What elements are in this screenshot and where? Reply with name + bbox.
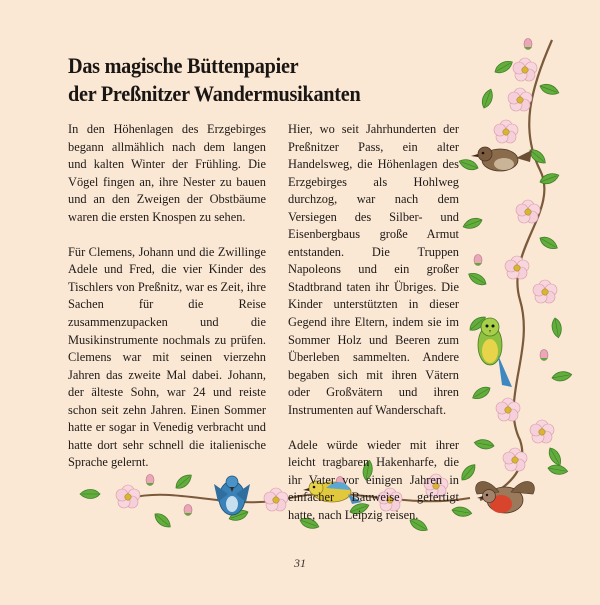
page-number: 31 [294,556,306,570]
title-line-1: Das magische Büttenpapier [68,53,299,78]
paragraph: In den Höhenlagen des Erzgebirges begann allmählich nach dem langen und kalten Winter der Frühling. Die Vögel fingen an, ihre Nester zu bauen und an den Zweigen der Obstbäume waren die ersten Knospen zu sehen. [68,122,266,224]
text-column-right [288,121,459,542]
bird-icon [471,147,532,171]
bird-icon [478,318,512,387]
paragraph: Hier, wo seit Jahrhunderten der Preßnitzer Pass, ein alter Handelsweg, die Höhenlagen des Erzgebirges als Hohlweg durchzog, war nach dem Versiegen des Silber- und Eisenbergbaus große Armut entstanden. Die Truppen Napoleons und ein großer Stadtbrand taten ihr Übriges. Die Kinder unterstützten in dieser Gegend ihre Eltern, indem sie im Sommer Holz und Beeren zum Überleben sammelten. Andere begaben sich mit ihren Vätern oder Großvätern und ihren Instrumenten auf Wanderschaft. [288,122,459,417]
title-line-2: der Preßnitzer Wandermusikanten [68,81,361,106]
flower-vine-icon [458,39,573,501]
paragraph: Adele würde wieder mit ihrer leicht tragbaren Hakenharfe, die ihr Vater vor einigen Jahren in einfacher Bauweise gefertigt hatte, nach Leipzig reisen. [288,437,459,523]
paragraph: Für Clemens, Johann und die Zwillinge Adele und Fred, die vier Kinder des Tischlers von Preßnitz, war es Zeit, ihre Sachen für die Reise zusammenzupacken und die Musikinstrumente nochmals zu prüfen. Clemens war mit seinen vierzehn Jahren das zweite Mal dabei. Johann, der älteste Sohn, war 24 und reiste schon seit zehn Jahren. Einen Sommer hatte er sogar in Venedig verbracht und hatte dort sehr schnell die italienische Sprache gelernt. [68,244,266,470]
page-title [68,52,418,108]
text-column-left [68,121,266,489]
